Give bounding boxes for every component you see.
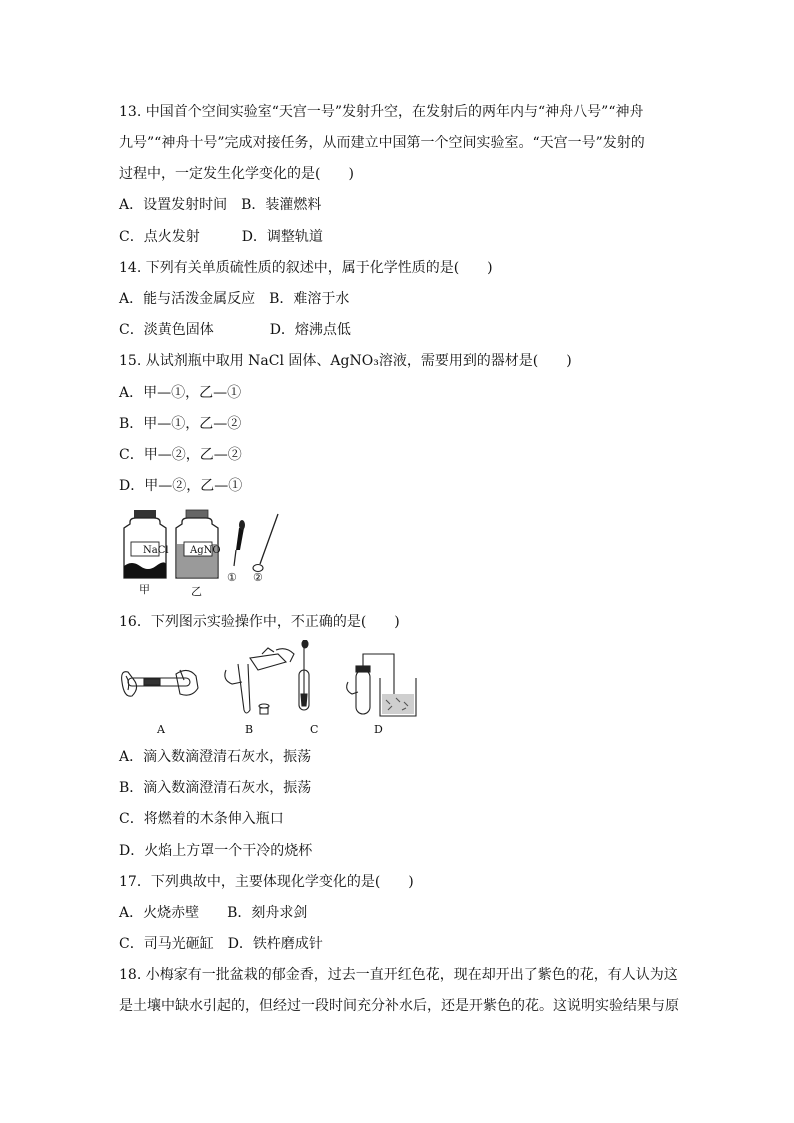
- q16-option-b: B．滴入数滴澄清石灰水，振荡: [119, 780, 312, 796]
- q14-options-ab: A．能与活泼金属反应 B．难溶于水: [119, 291, 350, 307]
- q13-stem-line1: 13. 中国首个空间实验室“天宫一号”发射升空，在发射后的两年内与“神舟八号”“神舟: [119, 104, 644, 120]
- q17-stem: 17．下列典故中，主要体现化学变化的是( ): [119, 874, 414, 890]
- q16-figure: [118, 640, 428, 740]
- fig-label-a: A: [157, 723, 165, 736]
- agno3-bottle-icon: [176, 510, 218, 578]
- q13-options-ab: A．设置发射时间 B．装灌燃料: [119, 197, 322, 213]
- gas-apparatus-icon: [347, 654, 416, 716]
- hands-shaking-tube-icon: [122, 670, 198, 696]
- spoon-icon: [253, 514, 278, 572]
- caption-jia: 甲: [139, 583, 150, 596]
- q14-options-cd: C．淡黄色固体 D．熔沸点低: [119, 322, 351, 338]
- q18-stem-line1: 18. 小梅家有一批盆栽的郁金香，过去一直开红色花，现在却开出了紫色的花，有人认为这: [119, 967, 678, 983]
- nacl-bottle-icon: [124, 510, 166, 578]
- q13-stem-line2: 九号”“神舟十号”完成对接任务，从而建立中国第一个空间实验室。“天宫一号”发射的: [119, 135, 645, 151]
- q15-figure: [118, 508, 288, 600]
- q15-option-a: A．甲—①，乙—①: [119, 385, 242, 401]
- q16-stem: 16．下列图示实验操作中，不正确的是( ): [119, 614, 400, 630]
- fig-label-d: D: [374, 723, 383, 736]
- dropper-icon: [234, 520, 245, 566]
- q16-option-d: D．火焰上方罩一个干冷的烧杯: [119, 843, 313, 859]
- q16-option-a: A．滴入数滴澄清石灰水，振荡: [119, 749, 312, 765]
- bottle1-label: NaCl: [143, 545, 169, 556]
- q18-stem-line2: 是土壤中缺水引起的，但经过一段时间充分补水后，还是开紫色的花。这说明实验结果与原: [119, 998, 679, 1014]
- caption-yi: 乙: [191, 585, 202, 598]
- q13-stem-line3: 过程中，一定发生化学变化的是( ): [119, 166, 354, 182]
- dropper-in-tube-icon: [299, 640, 309, 710]
- q15-stem: 15. 从试剂瓶中取用 NaCl 固体、AgNO₃溶液，需要用到的器材是( ): [119, 353, 572, 369]
- q15-option-c: C．甲—②，乙—②: [119, 447, 242, 463]
- q16-option-c: C．将燃着的木条伸入瓶口: [119, 811, 284, 827]
- fig-label-b: B: [245, 723, 254, 736]
- tool2-label: ②: [253, 571, 263, 584]
- fig-label-c: C: [310, 723, 319, 736]
- q15-option-d: D．甲—②，乙—①: [119, 478, 243, 494]
- q14-stem: 14. 下列有关单质硫性质的叙述中，属于化学性质的是( ): [119, 260, 493, 276]
- q13-options-cd: C．点火发射 D．调整轨道: [119, 229, 323, 245]
- q17-options-cd: C．司马光砸缸 D．铁杵磨成针: [119, 936, 323, 952]
- pouring-liquid-icon: [225, 648, 294, 714]
- tool1-label: ①: [227, 571, 237, 584]
- bottle2-label: AgNO: [190, 545, 221, 556]
- q17-options-ab: A．火烧赤壁 B．刻舟求剑: [119, 905, 308, 921]
- q15-option-b: B．甲—①，乙—②: [119, 416, 242, 432]
